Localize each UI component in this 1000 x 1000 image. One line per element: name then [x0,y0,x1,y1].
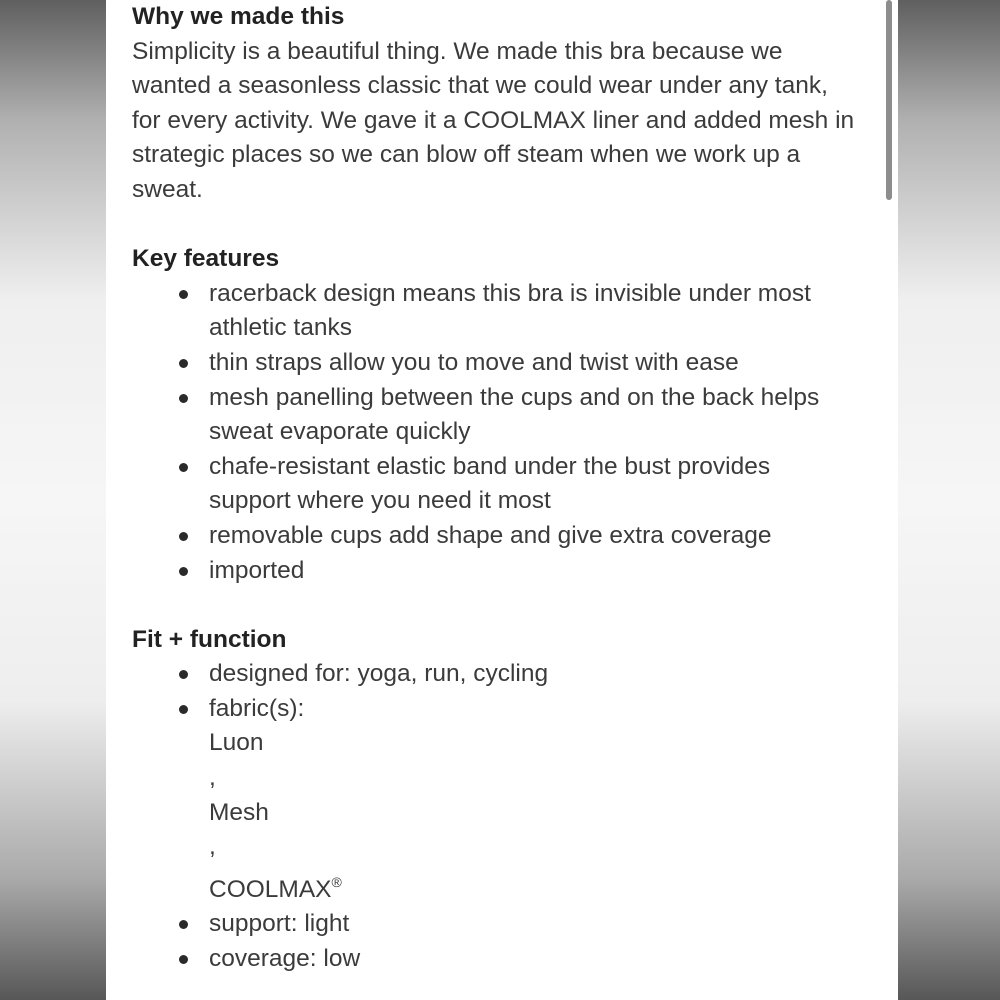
fabric-separator: , [209,764,216,792]
list-item [209,554,872,589]
fit-function-heading: Fit + function [132,625,287,653]
list-item-text: mesh panelling between the cups and on the back helps [209,383,820,411]
list-item-text: thin straps allow you to move and twist with ease [209,348,739,376]
coverage-text: coverage: low [209,945,361,973]
fabrics-label: fabric(s): [209,694,305,722]
list-item-text: racerback design means this bra is invisible under most [209,279,811,307]
left-backdrop [0,0,106,1000]
bullet-icon [179,955,188,964]
right-backdrop [898,0,1000,1000]
fabric-name-line [209,865,872,908]
fabric-name: Mesh [209,798,269,826]
why-line: sweat. [132,175,203,203]
list-item [209,519,872,554]
section-spacer [132,208,872,243]
list-item-text: athletic tanks [209,314,352,342]
why-line: Simplicity is a beautiful thing. We made this bra because we [132,37,783,65]
list-item [209,942,872,977]
list-item [209,450,872,519]
registered-mark: ® [331,873,342,890]
key-features-heading: Key features [132,245,280,273]
why-line: wanted a seasonless classic that we could wear under any tank, [132,72,828,100]
bullet-icon [179,463,188,472]
bullet-icon [179,359,188,368]
scrollbar-thumb[interactable] [886,0,892,200]
bullet-icon [179,290,188,299]
list-item-text: support where you need it most [209,487,551,515]
designed-for-text: designed for: yoga, run, cycling [209,660,549,688]
list-item-text: imported [209,556,305,584]
bullet-icon [179,920,188,929]
why-paragraph [132,35,872,208]
key-features-list [132,277,872,588]
section-spacer [132,588,872,623]
list-item-text: sweat evaporate quickly [209,418,471,446]
bullet-icon [179,705,188,714]
why-line: strategic places so we can blow off steam when we work up a [132,141,801,169]
why-line: for every activity. We gave it a COOLMAX liner and added mesh in [132,106,855,134]
fabric-separator: , [209,833,216,861]
bullet-icon [179,567,188,576]
fit-function-list [132,657,872,976]
fabric-name: Luon [209,729,264,757]
list-item-text: chafe-resistant elastic band under the bust provides [209,452,771,480]
product-details-panel [106,0,898,1000]
fabric-name: COOLMAX [209,875,332,903]
list-item [209,277,872,346]
list-item [209,907,872,942]
bullet-icon [179,532,188,541]
product-description [132,0,872,977]
why-heading: Why we made this [132,3,345,30]
bullet-icon [179,394,188,403]
bullet-icon [179,670,188,679]
list-item-text: removable cups add shape and give extra coverage [209,521,772,549]
list-item [209,381,872,450]
support-text: support: light [209,910,350,938]
list-item [209,657,872,692]
list-item [209,346,872,381]
list-item [209,692,872,908]
